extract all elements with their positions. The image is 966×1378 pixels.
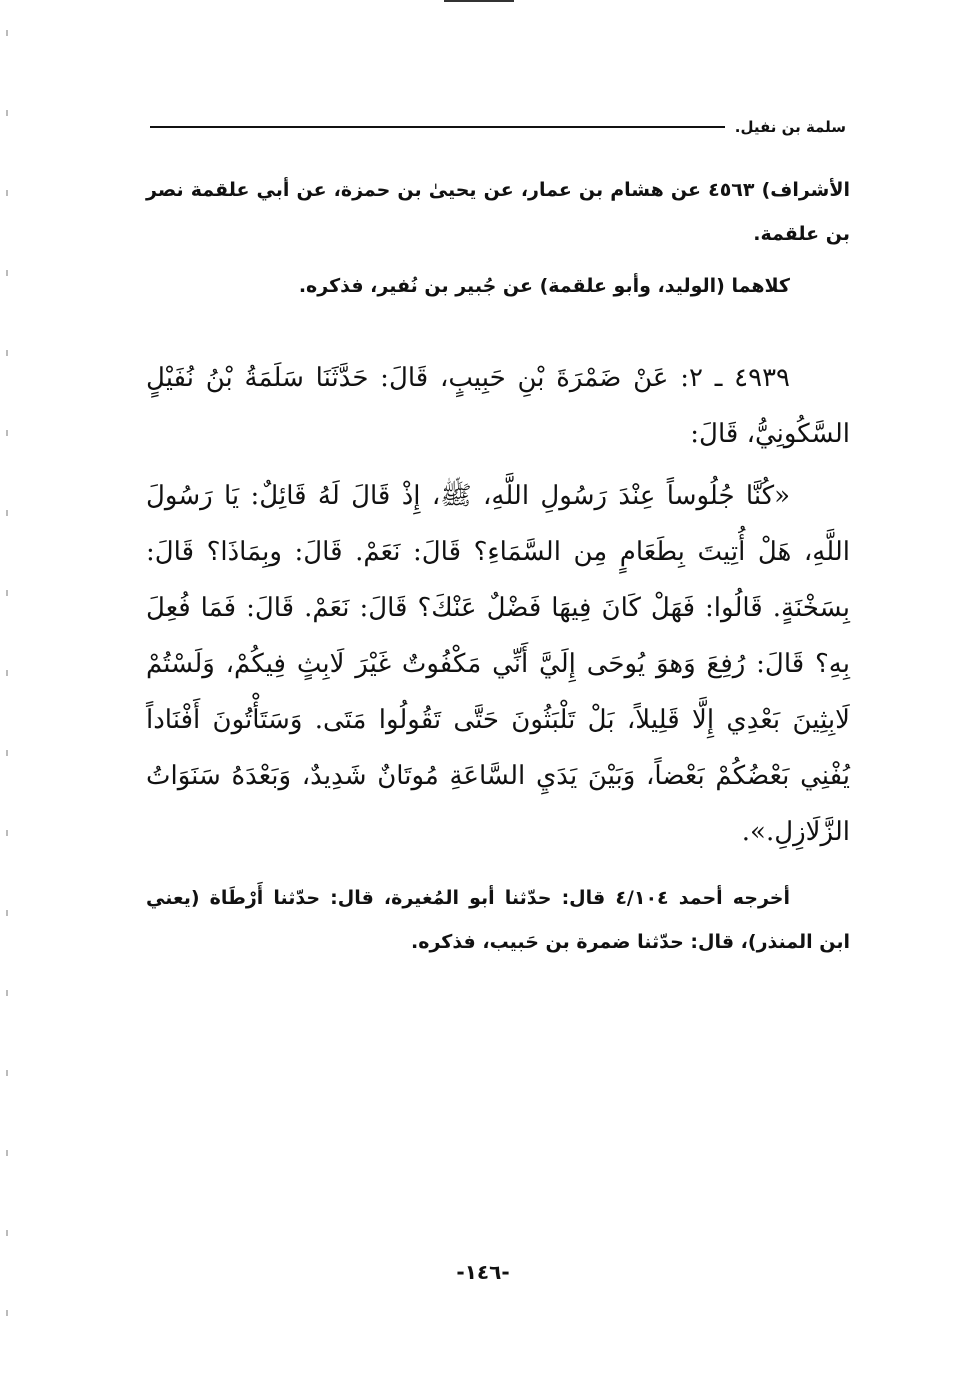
source-continuation-paragraph: الأشراف) ٤٥٦٣ عن هشام بن عمار، عن يحيىٰ بن حمزة، عن أبي علقمة نصر بن علقمة.: [146, 179, 851, 245]
hadith-text: «كُنَّا جُلُوساً عِنْدَ رَسُولِ اللَّهِ، ﷺ، إِذْ قَالَ لَهُ قَائِلٌ: يَا رَسُولَ اللَّهِ، هَلْ أُتِيتَ بِطَعَامٍ مِن السَّمَاءِ؟ قَالَ: نَعَمْ. قَالَ: وبِمَاذَا؟ قَالَ: بِسَخْنَةٍ. قَالُوا: فَهَلْ كَانَ فِيهَا فَضْلٌ عَنْكَ؟ قَالَ: نَعَمْ. قَالَ: فَمَا فُعِلَ بِهِ؟ قَالَ: رُفِعَ وَهوَ يُوحَى إِلَيَّ أَنِّي مَكْفُوتٌ غَيْرَ لَابِثٍ فِيكُمْ، وَلَسْتُمْ لَابِثِينَ بَعْدِي إِلَّا قَلِيلاً، بَلْ تَلْبَثُونَ حَتَّى تَقُولُوا مَتَى. وَسَتَأْتُونَ أَفْنَاداً يُفْنِي بَعْضُكُمْ بَعْضاً، وَبَيْنَ يَدَيِ السَّاعَةِ مُوتَانٌ شَدِيدٌ، وَبَعْدَهُ سَنَوَاتُ الزَّلَازِلِ.».: [146, 481, 850, 847]
top-edge-mark: [444, 0, 514, 2]
narrators-paragraph: كلاهما (الوليد، وأبو علقمة) عن جُبير بن نُفير، فذكره.: [298, 275, 790, 297]
hadith-header: ٤٩٣٩ ـ ٢: عَنْ ضَمْرَةَ بْنِ حَبِيبٍ، قَالَ: حَدَّثَنَا سَلَمَةُ بْنُ نُفَيْلٍ السَّكُونِيُّ، قَالَ:: [146, 363, 850, 449]
running-header: [150, 112, 846, 142]
page-number: -١٤٦-: [456, 1260, 510, 1284]
header-rule: [150, 126, 725, 128]
running-header-title: سلمة بن نفيل.: [734, 118, 846, 136]
source-note-paragraph: أخرجه أحمد ٤/١٠٤ قال: حدّثنا أبو المُغيرة، قال: حدّثنا أَرْطَاة (يعني ابن المنذر)، قال: حدّثنا ضمرة بن حَبيب، فذكره.: [146, 887, 850, 953]
scan-edge-marks: [6, 30, 8, 1330]
